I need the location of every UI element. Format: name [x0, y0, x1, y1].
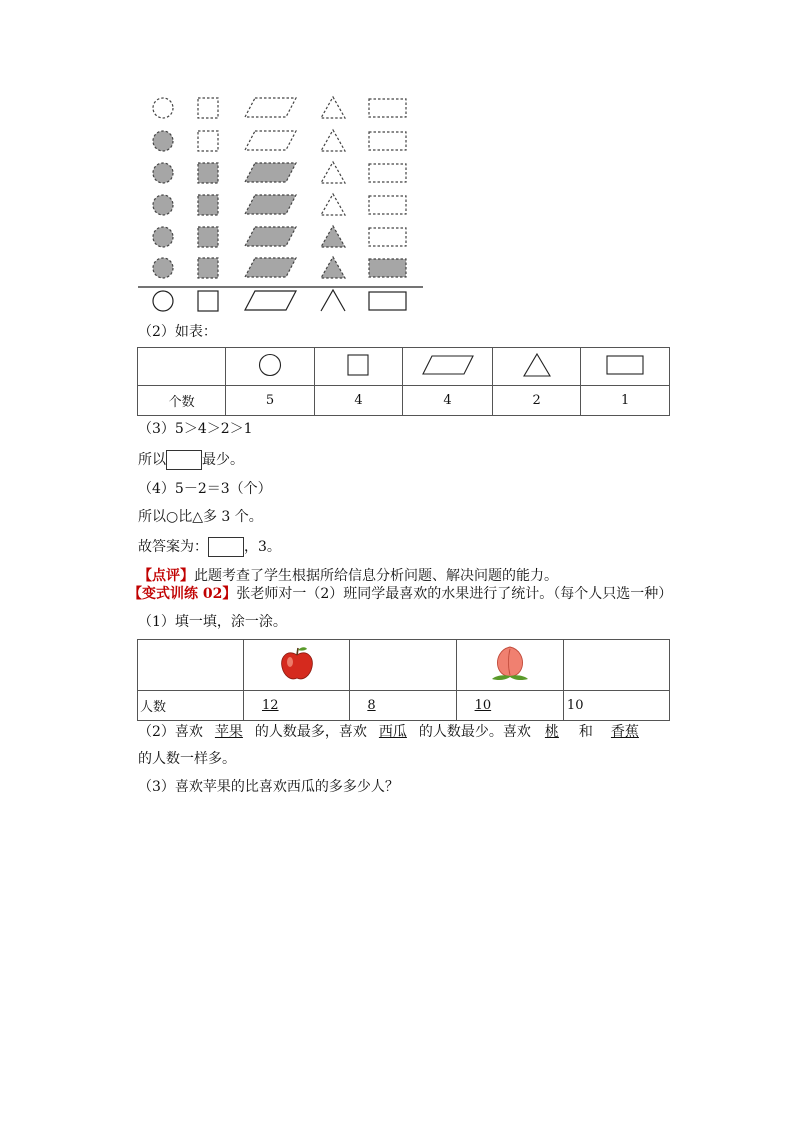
- parallelogram-cell: [245, 227, 296, 246]
- parallelogram-cell: [245, 258, 296, 277]
- watermelon-count: 8: [367, 698, 376, 713]
- rectangle-cell: [369, 196, 406, 214]
- header-triangle-cell: [492, 348, 580, 386]
- apple-count: 12: [261, 698, 279, 713]
- header-parallelogram-cell: [403, 348, 493, 386]
- exercise-line: [128, 585, 672, 603]
- header-banana-cell: [563, 640, 669, 691]
- header-peach-cell: [456, 640, 563, 691]
- circle-count-cell: 5: [226, 386, 314, 416]
- shape-chart-labels: [153, 290, 406, 311]
- rectangle-cell: [369, 259, 406, 277]
- peach-count-cell: [456, 691, 563, 721]
- comment-text: 此题考查了学生根据所给信息分析问题、解决问题的能力。: [194, 568, 558, 584]
- header-apple-cell: [243, 640, 349, 691]
- triangle-cell: [321, 194, 345, 215]
- circle-cell: [153, 258, 173, 278]
- triangle-cell: [321, 257, 345, 278]
- answer-suffix: ，3。: [244, 539, 281, 555]
- section-3-line1: （3）5＞4＞2＞1: [138, 421, 253, 437]
- row-header-cell: 个数: [138, 386, 226, 416]
- rectangle-cell: [369, 132, 406, 150]
- fruit-count-table: [137, 639, 670, 721]
- circle-cell: [153, 131, 173, 151]
- peach-count: 10: [474, 698, 492, 713]
- watermelon-count-cell: [350, 691, 456, 721]
- triangle-count-cell: 2: [492, 386, 580, 416]
- q2-line2: 的人数一样多。: [138, 751, 236, 767]
- parallelogram-icon: [245, 291, 296, 310]
- q1-label: （1）填一填，涂一涂。: [138, 614, 287, 630]
- triangle-cell: [321, 162, 345, 183]
- apple-count-cell: [243, 691, 349, 721]
- apple-icon: [277, 643, 317, 683]
- square-count-cell: 4: [314, 386, 402, 416]
- answer-line: [138, 537, 281, 557]
- q2-text: 的人数最少。喜欢: [418, 724, 531, 740]
- parallelogram-cell: [245, 131, 296, 150]
- triangle-icon: [321, 290, 345, 311]
- rectangle-cell: [369, 99, 406, 117]
- rectangle-cell: [369, 164, 406, 182]
- rectangle-answer-icon: [166, 450, 202, 470]
- triangle-cell: [321, 130, 345, 151]
- q2-answer-least: 西瓜: [378, 724, 407, 740]
- square-cell: [198, 227, 218, 247]
- parallelogram-icon: [420, 353, 476, 377]
- header-square-cell: [314, 348, 402, 386]
- q2-text: （2）喜欢: [138, 724, 203, 740]
- square-cell: [198, 258, 218, 278]
- q2-text: 的人数最多，喜欢: [254, 724, 367, 740]
- square-cell: [198, 131, 218, 151]
- table-row: [138, 691, 670, 721]
- q2-answer-most: 苹果: [214, 724, 243, 740]
- square-cell: [198, 163, 218, 183]
- q2-text: 和: [578, 724, 593, 740]
- section-4-line1: （4）5－2＝3（个）: [138, 481, 272, 497]
- triangle-cell: [321, 226, 345, 247]
- parallelogram-cell: [245, 98, 296, 117]
- row-header-cell: 人数: [138, 691, 244, 721]
- peach-icon: [488, 643, 532, 683]
- shape-chart: [138, 92, 428, 317]
- q2-answer-same-2: 香蕉: [610, 724, 639, 740]
- least-suffix: 最少。: [202, 452, 244, 468]
- rectangle-answer-icon: [208, 537, 244, 557]
- circle-cell: [153, 195, 173, 215]
- parallelogram-cell: [245, 163, 296, 182]
- table-header-row: [138, 348, 670, 386]
- circle-icon: [257, 352, 283, 378]
- header-rectangle-cell: [581, 348, 670, 386]
- header-circle-cell: [226, 348, 314, 386]
- triangle-cell: [321, 97, 345, 118]
- q3-label: （3）喜欢苹果的比喜欢西瓜的多多少人？: [138, 779, 399, 795]
- table-row: [138, 386, 670, 416]
- empty-corner-cell: [138, 640, 244, 691]
- circle-cell: [153, 227, 173, 247]
- circle-cell: [153, 163, 173, 183]
- comment-line: [138, 567, 558, 585]
- parallelogram-count-cell: 4: [403, 386, 493, 416]
- answer-prefix: 故答案为：: [138, 539, 208, 555]
- rectangle-cell: [369, 228, 406, 246]
- rectangle-icon: [605, 354, 645, 376]
- banana-count-cell: 10: [563, 691, 669, 721]
- square-icon: [198, 291, 218, 311]
- square-icon: [345, 352, 371, 378]
- header-watermelon-cell: [350, 640, 456, 691]
- circle-cell: [153, 98, 173, 118]
- rectangle-icon: [369, 292, 406, 310]
- section-4-line2: 所以○比△多 3 个。: [138, 509, 263, 525]
- so-prefix: 所以: [138, 452, 166, 468]
- triangle-icon: [522, 352, 552, 378]
- q2-line1: [138, 723, 639, 741]
- q2-answer-same-1: 桃: [544, 724, 559, 740]
- section-2-label: （2）如表：: [138, 324, 217, 340]
- square-cell: [198, 195, 218, 215]
- comment-tag: 【点评】: [138, 568, 194, 584]
- table-header-row: [138, 640, 670, 691]
- parallelogram-cell: [245, 195, 296, 214]
- circle-icon: [153, 291, 173, 311]
- section-3-line2: [138, 450, 244, 470]
- rectangle-count-cell: 1: [581, 386, 670, 416]
- exercise-tag: 【变式训练 02】: [128, 586, 237, 602]
- exercise-text: 张老师对一（2）班同学最喜欢的水果进行了统计。（每个人只选一种）: [236, 586, 673, 602]
- empty-corner-cell: [138, 348, 226, 386]
- shape-chart-grid: [153, 97, 406, 278]
- square-cell: [198, 98, 218, 118]
- shape-count-table: [137, 347, 670, 416]
